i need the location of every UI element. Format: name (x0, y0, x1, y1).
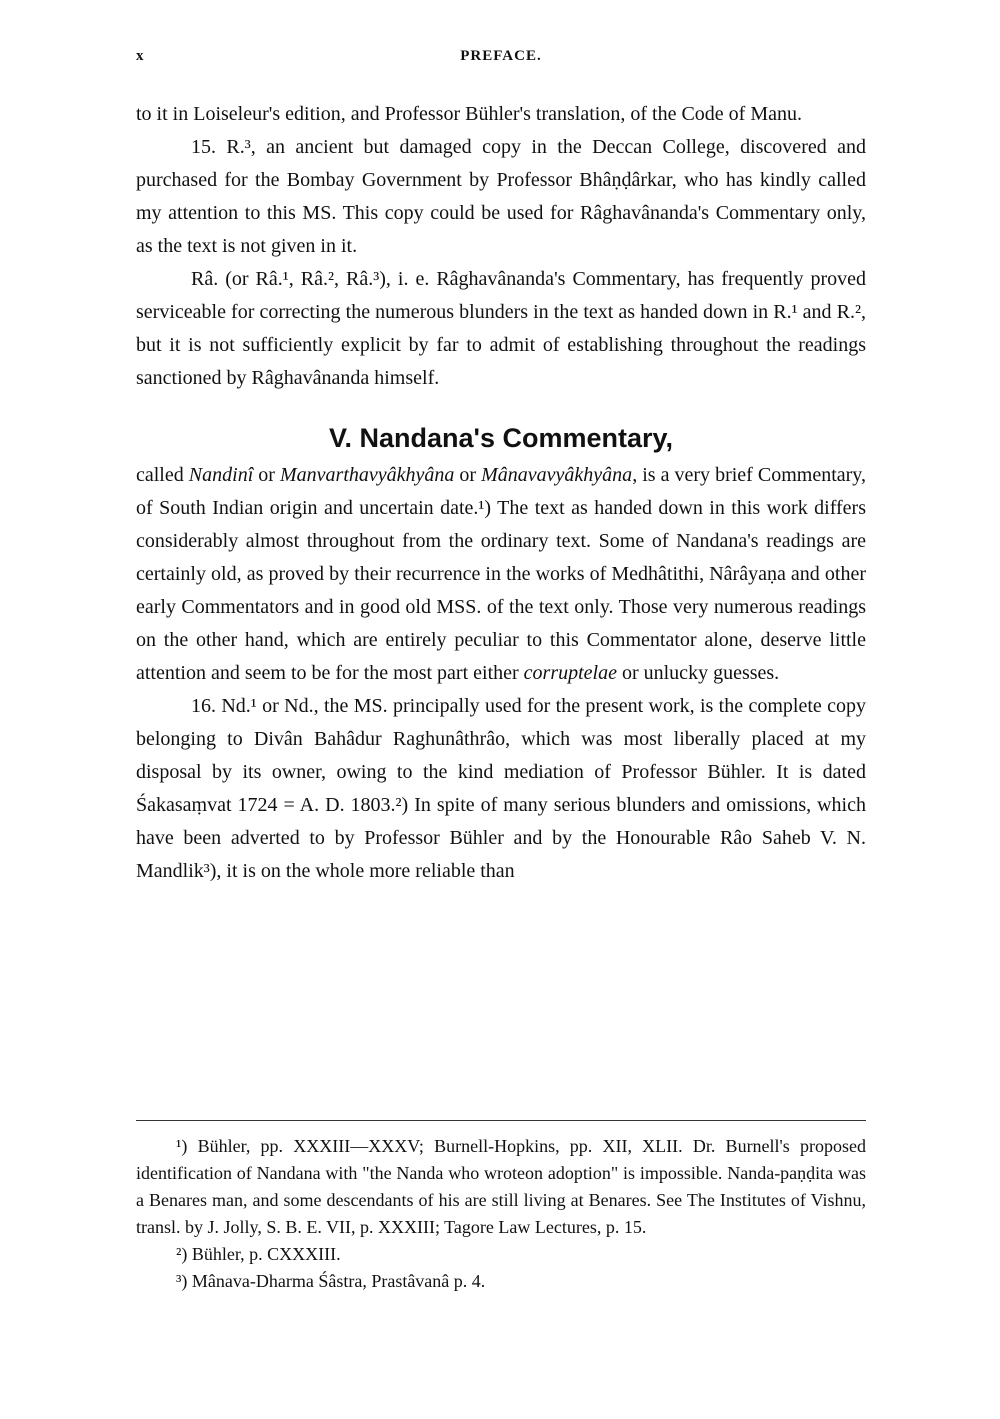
page-header (136, 48, 866, 72)
intro-rest: , is a very brief Commentary, of South Indian origin and uncertain date.¹) The text as handed down in this work differs considerably almost throughout from the ordinary text. Some of Nandana's readings are certainly old, as proved by their recurrence in the works of Medhâtithi, Nârâyaṇa and other early Commentators and in good old MSS. of the text only. Those very numerous readings on the other hand, which are entirely peculiar to this Commentator alone, deserve little attention and seem to be for the most part either (136, 464, 867, 684)
intro-lead: called (136, 464, 189, 486)
paragraph-16: 16. Nd.¹ or Nd., the MS. principally used for the present work, is the complete copy belonging to Divân Bahâdur Raghunâthrâo, which was most liberally placed at my disposal by its owner, owing to the kind mediation of Professor Bühler. It is dated Śakasaṃvat 1724 = A. D. 1803.²) In spite of many serious blunders and omissions, which have been adverted to by Professor Bühler and by the Honourable Râo Saheb V. N. Mandlik³), it is on the whole more reliable than (136, 695, 866, 882)
paragraph-15: 15. R.³, an ancient but damaged copy in the Deccan College, discovered and purchased for the Bombay Government by Professor Bhâṇḍârkar, who has kindly called my attention to this MS. This copy could be used for Râghavânanda's Commentary only, as the text is not given in it. (136, 136, 866, 257)
paragraph-ra-commentary: Râ. (or Râ.¹, Râ.², Râ.³), i. e. Râghavânanda's Commentary, has frequently proved serviceable for correcting the numerous blunders in the text as handed down in R.¹ and R.², but it is not sufficiently explicit by far to admit of establishing throughout the readings sanctioned by Râghavânanda himself. (136, 268, 866, 389)
footnote-divider (136, 1120, 866, 1121)
paragraph-continued: to it in Loiseleur's edition, and Professor Bühler's translation, of the Code of Manu. (136, 103, 802, 125)
running-title: PREFACE. (460, 48, 542, 64)
main-text (136, 98, 866, 888)
section-intro-paragraph (136, 459, 866, 690)
footnote-2: ²) Bühler, p. CXXXIII. (176, 1244, 341, 1264)
term-corruptelae: corruptelae (523, 662, 617, 684)
page-number: x (136, 48, 145, 64)
footnote-3: ³) Mânava-Dharma Śâstra, Prastâvanâ p. 4. (176, 1271, 486, 1291)
footnote-1: ¹) Bühler, pp. XXXIII—XXXV; Burnell-Hopkins, pp. XII, XLII. Dr. Burnell's proposed identification of Nandana with "the Nanda who wroteon adoption" is impossible. Nanda-paṇḍita was a Benares man, and some descendants of his are still living at Benares. See The Institutes of Vishnu, transl. by J. Jolly, S. B. E. VII, p. XXXIII; Tagore Law Lectures, p. 15. (136, 1136, 866, 1237)
intro-or-2: or (454, 464, 482, 486)
title-manavavyakhyana: Mânavavyâkhyâna (481, 464, 633, 486)
intro-tail: or unlucky guesses. (616, 662, 780, 684)
section-heading: V. Nandana's Commentary, (328, 423, 674, 453)
intro-or-1: or (253, 464, 280, 486)
title-nandini: Nandinî (188, 464, 254, 486)
footnotes (136, 1133, 866, 1295)
title-manvarthavyakhyana: Manvarthavyâkhyâna (280, 464, 455, 486)
